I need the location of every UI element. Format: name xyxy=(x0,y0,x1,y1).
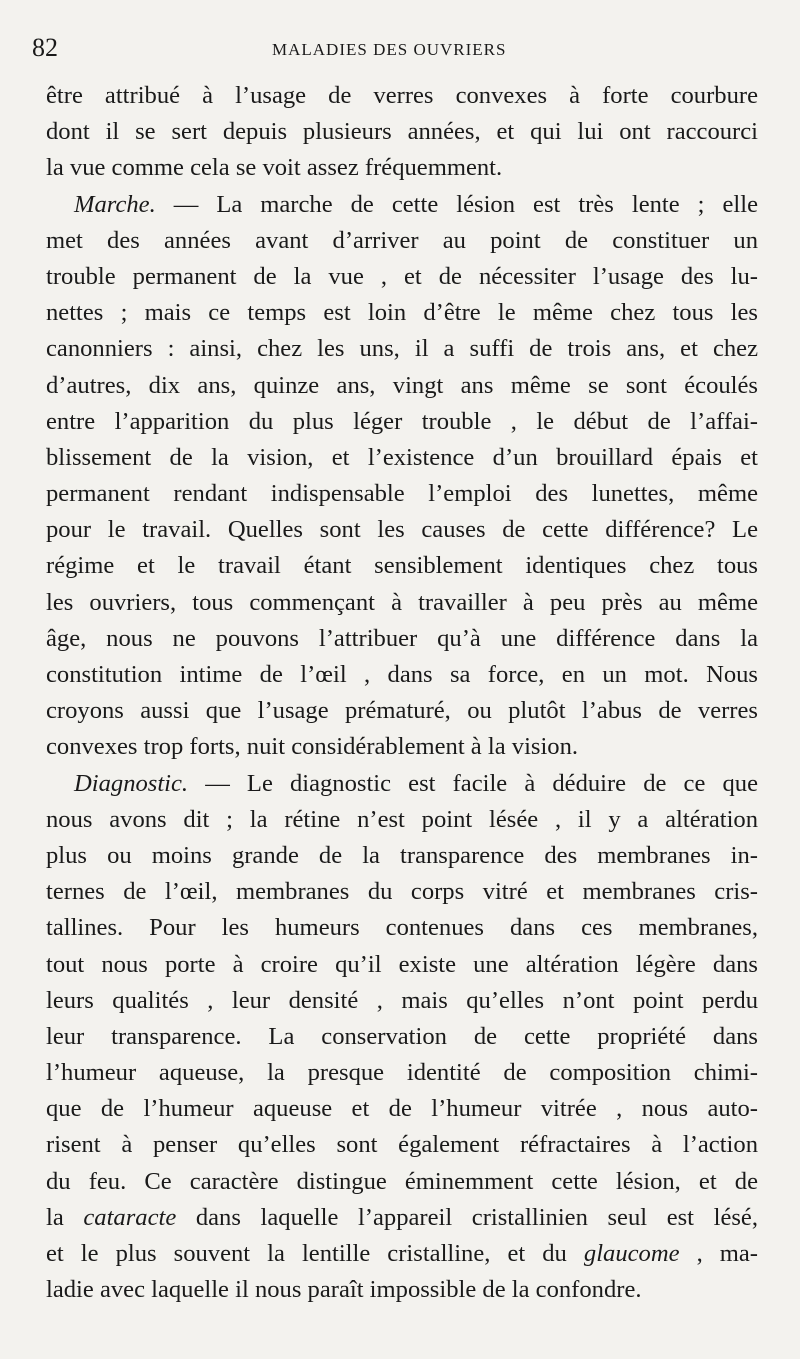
text-line: régime et le travail étant sensiblement identiques chez tous xyxy=(46,552,758,580)
text-line: leur transparence. La conservation de cette propriété dans xyxy=(46,1022,758,1050)
text-line: que de l’humeur aqueuse et de l’humeur vitrée , nous auto- xyxy=(46,1095,758,1123)
text-line: plus ou moins grande de la transparence des membranes in- xyxy=(46,841,758,869)
paragraph-diagnostic xyxy=(46,766,758,1309)
text-line: du feu. Ce caractère distingue éminemment cette lésion, et de xyxy=(46,1167,758,1195)
text-fragment: — Le diagnostic est facile à déduire de ce que xyxy=(188,769,758,797)
paragraph-marche xyxy=(46,187,758,766)
text-line: l’humeur aqueuse, la presque identité de composition chimi- xyxy=(46,1059,758,1087)
text-line: ternes de l’œil, membranes du corps vitré et membranes cris- xyxy=(46,878,758,906)
text-line: tallines. Pour les humeurs contenues dans ces membranes, xyxy=(46,914,758,942)
text-line xyxy=(46,766,758,802)
text-line: trouble permanent de la vue , et de nécessiter l’usage des lu- xyxy=(46,262,758,290)
paragraph-1 xyxy=(46,78,758,187)
text-line: croyons aussi que l’usage prématuré, ou plutôt l’abus de verres xyxy=(46,697,758,725)
text-line: d’autres, dix ans, quinze ans, vingt ans même se sont écoulés xyxy=(46,371,758,399)
text-line: leurs qualités , leur densité , mais qu’elles n’ont point perdu xyxy=(46,986,758,1014)
text-line: blissement de la vision, et l’existence d’un brouillard épais et xyxy=(46,443,758,471)
text-line: permanent rendant indispensable l’emploi des lunettes, même xyxy=(46,480,758,508)
text-line: met des années avant d’arriver au point de constituer un xyxy=(46,226,758,254)
text-line: et le plus souvent la lentille cristalline, et du glaucome , ma- xyxy=(46,1240,759,1267)
text-line: dont il se sert depuis plusieurs années, et qui lui ont raccourci xyxy=(46,118,758,146)
section-heading-marche: Marche. xyxy=(74,190,156,218)
italic-term: cataracte xyxy=(83,1203,177,1231)
running-title: MALADIES DES OUVRIERS xyxy=(272,40,507,59)
text-line: pour le travail. Quelles sont les causes de cette différence? Le xyxy=(46,516,758,544)
text-line: convexes trop forts, nuit considérablement à la vision. xyxy=(46,733,579,761)
text-line: âge, nous ne pouvons l’attribuer qu’à une différence dans la xyxy=(46,624,758,652)
text-line: canonniers : ainsi, chez les uns, il a suffi de trois ans, et chez xyxy=(46,335,758,363)
section-heading-diagnostic: Diagnostic. xyxy=(74,769,189,797)
text-line xyxy=(46,187,758,223)
text-line: ladie avec laquelle il nous paraît impossible de la confondre. xyxy=(46,1276,642,1304)
text-line: risent à penser qu’elles sont également réfractaires à l’action xyxy=(46,1131,758,1159)
text-line: les ouvriers, tous commençant à travailler à peu près au même xyxy=(46,588,758,616)
text-line: être attribué à l’usage de verres convexes à forte courbure xyxy=(46,82,758,109)
text-line: tout nous porte à croire qu’il existe une altération légère dans xyxy=(46,950,758,978)
text-line: entre l’apparition du plus léger trouble , le début de l’affai- xyxy=(46,407,758,435)
text-line: la cataracte dans laquelle l’appareil cristallinien seul est lésé, xyxy=(46,1203,758,1231)
italic-term: glaucome xyxy=(583,1240,680,1267)
text-line: constitution intime de l’œil , dans sa force, en un mot. Nous xyxy=(46,661,758,688)
page-header xyxy=(32,33,768,62)
text-line: nettes ; mais ce temps est loin d’être le même chez tous les xyxy=(46,299,758,327)
text-fragment: — La marche de cette lésion est très lente ; elle xyxy=(155,190,758,218)
text-line: la vue comme cela se voit assez fréquemment. xyxy=(46,154,503,182)
page-number: 82 xyxy=(32,33,58,62)
text-line: nous avons dit ; la rétine n’est point lésée , il y a altération xyxy=(46,805,758,833)
body-text xyxy=(46,78,758,1308)
